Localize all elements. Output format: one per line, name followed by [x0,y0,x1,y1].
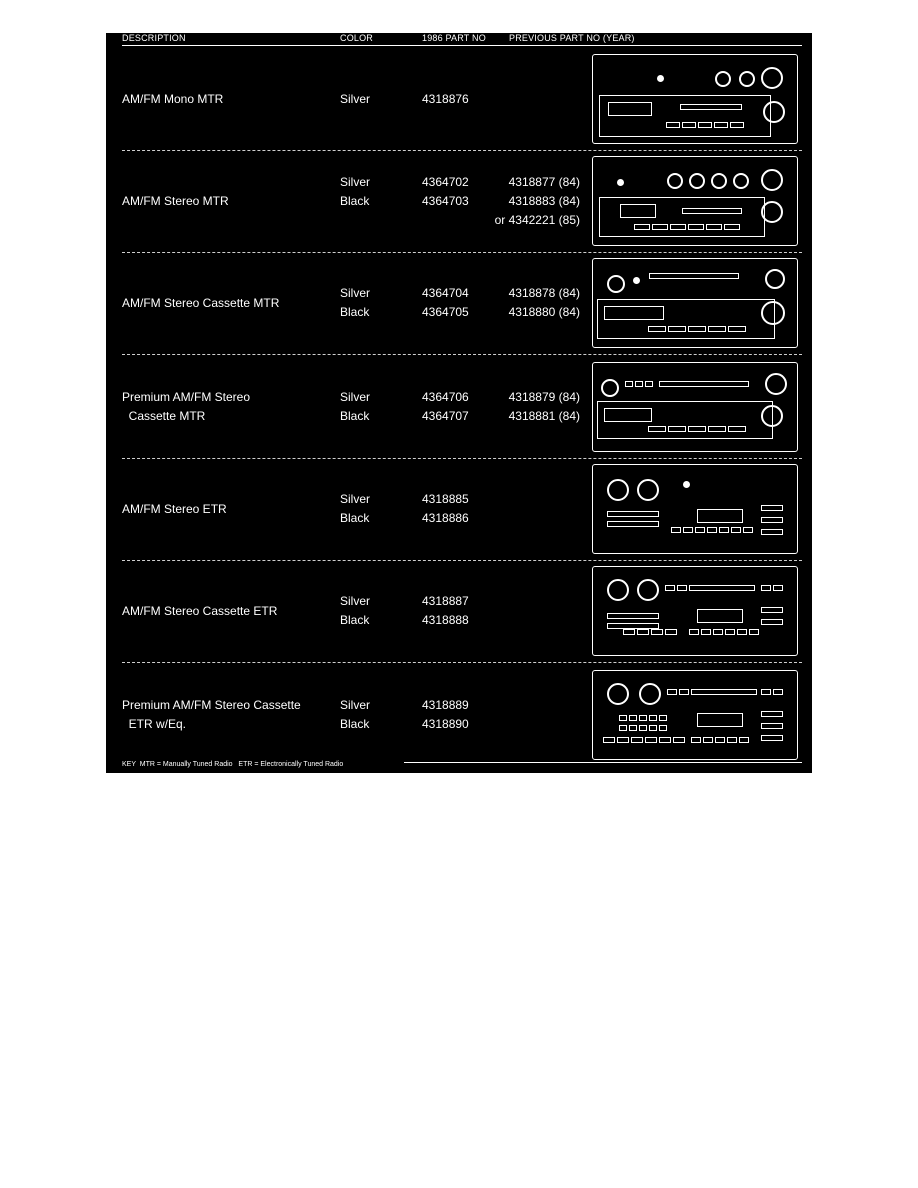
row-separator [122,560,802,561]
row-previous-part-no: 4318879 (84) 4318881 (84) [508,390,580,423]
radio-illustration [592,54,798,144]
faceplate-panel [599,197,765,237]
radio-illustration [592,566,798,656]
cassette-slot [691,689,757,695]
header-description: DESCRIPTION [122,33,186,43]
cassette-slot [680,104,742,110]
indicator-dot-icon [657,75,664,82]
knob-icon [765,269,785,289]
preset-button-icon [637,629,649,635]
display-window [697,713,743,727]
row-part-no: 4364706 4364707 [422,390,469,423]
knob-icon [761,169,783,191]
preset-button-icon [715,737,725,743]
indicator-dot-icon [617,179,624,186]
cassette-slot [682,208,742,214]
preset-buttons [634,224,740,230]
cassette-slot [607,511,659,517]
table-row [106,461,812,561]
row-color: Silver Black [340,286,371,319]
preset-button-icon [619,715,627,721]
preset-buttons [625,381,653,387]
preset-button-icon [708,426,726,432]
preset-button-icon [682,122,696,128]
row-previous-part-no: 4318878 (84) 4318880 (84) [508,286,580,319]
table-row [106,563,812,663]
row-part-no: 4318889 4318890 [422,698,469,731]
preset-button-icon [668,326,686,332]
preset-button-icon [679,689,689,695]
preset-button-icon [631,737,643,743]
header-rule [122,45,802,46]
preset-button-icon [695,527,705,533]
preset-buttons [761,607,783,613]
row-separator [122,458,802,459]
parts-table-sheet [106,33,812,773]
preset-button-icon [749,629,759,635]
preset-button-icon [725,629,735,635]
preset-button-icon [728,426,746,432]
preset-button-icon [673,737,685,743]
preset-button-icon [761,607,783,613]
row-part-no: 4318876 [422,92,469,106]
knob-icon [763,101,785,123]
table-row [106,51,812,151]
row-previous-part-no: 4318877 (84) 4318883 (84) or 4342221 (85) [494,175,580,227]
knob-icon [607,683,629,705]
row-description: AM/FM Stereo MTR [122,194,229,208]
preset-button-icon [665,629,677,635]
cassette-slot [649,273,739,279]
preset-button-icon [698,122,712,128]
header-part-no: 1986 PART NO [422,33,486,43]
display-window [697,509,743,523]
header-color: COLOR [340,33,374,43]
faceplate-panel [597,299,775,339]
preset-button-icon [671,527,681,533]
preset-button-icon [730,122,744,128]
preset-buttons [665,585,687,591]
preset-button-icon [649,725,657,731]
radio-illustration [592,156,798,246]
knob-icon [761,405,783,427]
indicator-dot-icon [633,277,640,284]
table-row [106,667,812,767]
knob-icon [607,579,629,601]
preset-buttons [761,723,783,729]
preset-button-icon [761,711,783,717]
preset-buttons [761,735,783,741]
display-window [620,204,656,218]
preset-buttons [619,725,667,731]
cassette-slot [607,613,659,619]
knob-icon [739,71,755,87]
cassette-slot [689,585,755,591]
row-color: Silver Black [340,698,371,731]
preset-button-icon [659,725,667,731]
preset-buttons [603,737,685,743]
preset-button-icon [719,527,729,533]
row-description: AM/FM Stereo Cassette MTR [122,296,280,310]
preset-buttons [761,689,783,695]
preset-button-icon [743,527,753,533]
preset-buttons [689,629,759,635]
preset-button-icon [688,224,704,230]
preset-button-icon [714,122,728,128]
display-window [604,408,652,422]
row-description: AM/FM Mono MTR [122,92,224,106]
preset-button-icon [707,527,717,533]
preset-button-icon [773,585,783,591]
row-color: Silver Black [340,492,371,525]
row-description: AM/FM Stereo Cassette ETR [122,604,278,618]
knob-icon [711,173,727,189]
preset-buttons [691,737,749,743]
row-separator [122,662,802,663]
preset-buttons [761,529,783,535]
key-rule [404,762,802,763]
preset-buttons [761,585,783,591]
preset-button-icon [649,715,657,721]
preset-button-icon [648,326,666,332]
indicator-dot-icon [683,481,690,488]
faceplate-panel [599,95,771,137]
preset-button-icon [629,725,637,731]
row-description: Premium AM/FM Stereo Cassette MTR [122,390,251,423]
preset-button-icon [761,735,783,741]
display-window [604,306,664,320]
preset-button-icon [652,224,668,230]
knob-icon [637,579,659,601]
preset-buttons [761,517,783,523]
preset-button-icon [691,737,701,743]
preset-button-icon [731,527,741,533]
preset-button-icon [645,737,657,743]
row-part-no: 4364702 4364703 [422,175,469,208]
preset-buttons [648,426,746,432]
preset-button-icon [737,629,747,635]
knob-icon [765,373,787,395]
preset-buttons [761,711,783,717]
table-row [106,359,812,459]
row-part-no: 4318887 4318888 [422,594,469,627]
preset-button-icon [761,517,783,523]
knob-icon [601,379,619,397]
preset-buttons [761,619,783,625]
preset-buttons [623,629,677,635]
knob-icon [733,173,749,189]
preset-buttons [666,122,744,128]
knob-icon [715,71,731,87]
row-separator [122,252,802,253]
cassette-slot [659,381,749,387]
knob-icon [667,173,683,189]
preset-buttons [667,689,689,695]
preset-button-icon [761,585,771,591]
row-separator [122,150,802,151]
preset-button-icon [665,585,675,591]
preset-button-icon [619,725,627,731]
preset-button-icon [648,426,666,432]
preset-button-icon [634,224,650,230]
preset-button-icon [761,529,783,535]
row-color: Silver [340,92,371,106]
preset-button-icon [761,689,771,695]
preset-button-icon [727,737,737,743]
knob-icon [637,479,659,501]
preset-button-icon [670,224,686,230]
preset-button-icon [617,737,629,743]
preset-button-icon [623,629,635,635]
preset-buttons [619,715,667,721]
preset-button-icon [645,381,653,387]
radio-illustration [592,670,798,760]
preset-button-icon [667,689,677,695]
display-window [697,609,743,623]
table-row [106,255,812,355]
cassette-slot [607,521,659,527]
preset-button-icon [629,715,637,721]
preset-button-icon [659,737,671,743]
preset-button-icon [639,715,647,721]
row-color: Silver Black [340,175,371,208]
preset-button-icon [703,737,713,743]
knob-icon [607,275,625,293]
radio-illustration [592,258,798,348]
preset-button-icon [635,381,643,387]
key-legend: KEY MTR = Manually Tuned Radio ETR = Electronically Tuned Radio [122,761,344,768]
radio-illustration [592,362,798,452]
header-previous-part-no: PREVIOUS PART NO (YEAR) [509,33,635,43]
preset-button-icon [683,527,693,533]
preset-button-icon [659,715,667,721]
preset-buttons [671,527,753,533]
preset-button-icon [688,326,706,332]
preset-button-icon [688,426,706,432]
row-color: Silver Black [340,390,371,423]
knob-icon [639,683,661,705]
preset-button-icon [668,426,686,432]
faceplate-panel [597,401,773,439]
preset-button-icon [739,737,749,743]
preset-buttons [648,326,746,332]
table-row [106,153,812,253]
preset-button-icon [708,326,726,332]
preset-button-icon [728,326,746,332]
row-part-no: 4318885 4318886 [422,492,469,525]
preset-button-icon [639,725,647,731]
preset-button-icon [761,723,783,729]
knob-icon [761,67,783,89]
radio-illustration [592,464,798,554]
preset-button-icon [761,619,783,625]
preset-button-icon [689,629,699,635]
knob-icon [761,201,783,223]
preset-buttons [761,505,783,511]
preset-button-icon [773,689,783,695]
row-description: AM/FM Stereo ETR [122,502,227,516]
knob-icon [761,301,785,325]
preset-button-icon [677,585,687,591]
knob-icon [607,479,629,501]
preset-button-icon [706,224,722,230]
preset-button-icon [603,737,615,743]
preset-button-icon [625,381,633,387]
preset-button-icon [651,629,663,635]
preset-button-icon [713,629,723,635]
row-part-no: 4364704 4364705 [422,286,469,319]
row-color: Silver Black [340,594,371,627]
knob-icon [689,173,705,189]
preset-button-icon [724,224,740,230]
preset-button-icon [761,505,783,511]
row-description: Premium AM/FM Stereo Cassette ETR w/Eq. [122,698,301,731]
display-window [608,102,652,116]
preset-button-icon [666,122,680,128]
preset-button-icon [701,629,711,635]
row-separator [122,354,802,355]
